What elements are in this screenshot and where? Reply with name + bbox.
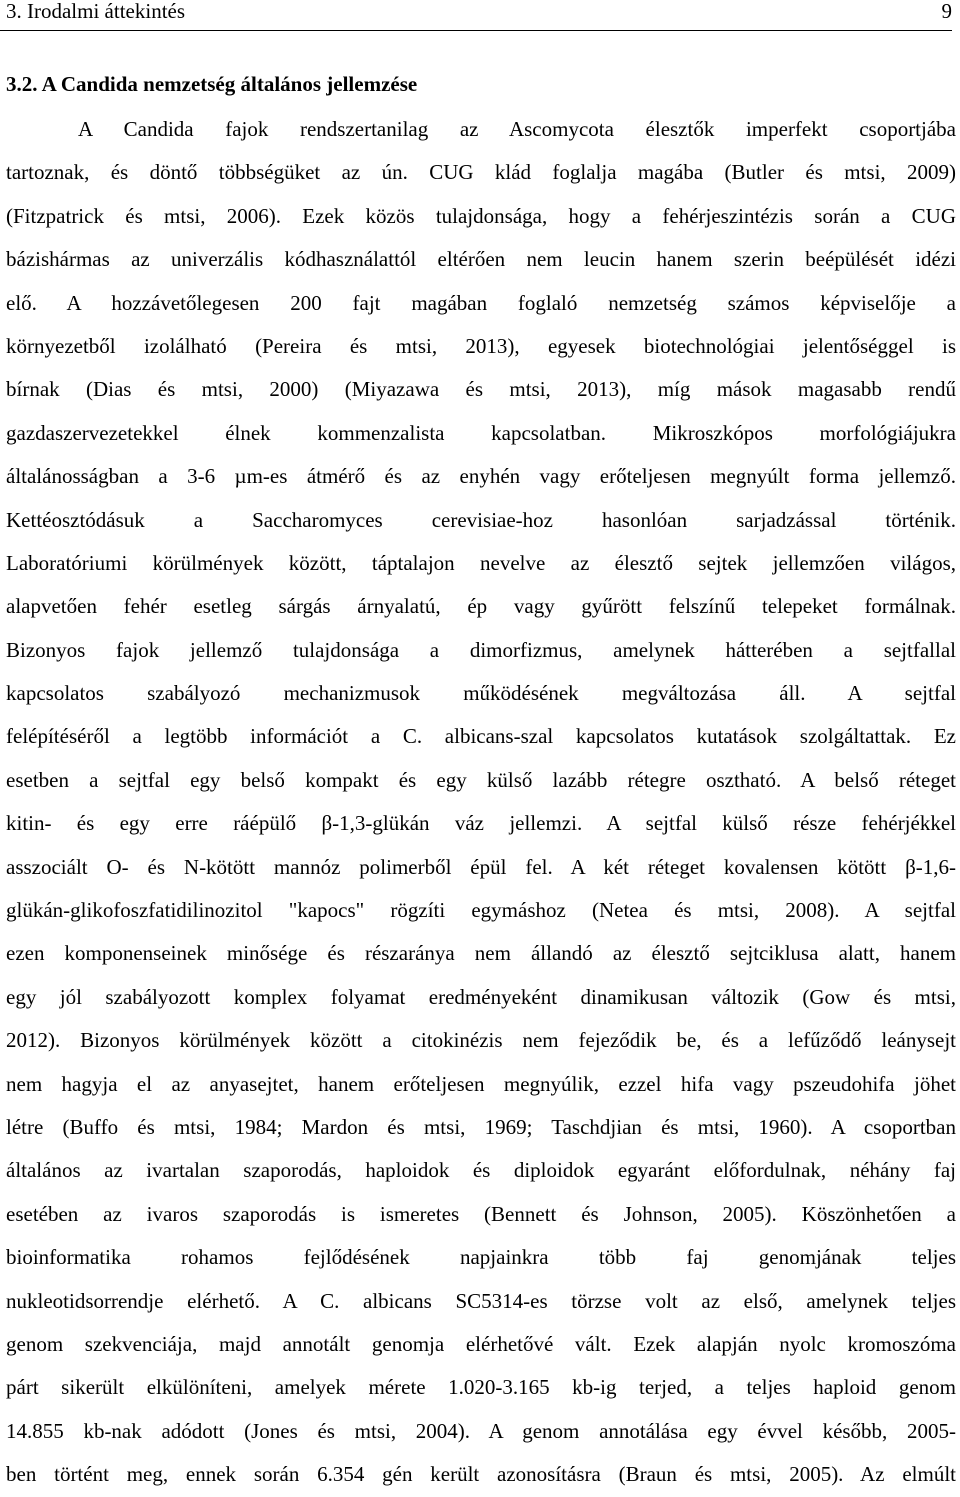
body-paragraph [6,108,956,1497]
paragraph-line: 14.855 kb-nak adódott (Jones és mtsi, 2004). A genom annotálása egy évvel később, 2005- [6,1418,956,1443]
paragraph-line: környezetből izolálható (Pereira és mtsi, 2013), egyesek biotechnológiai jelentőséggel is [6,333,956,358]
paragraph-line: egy jól szabályozott komplex folyamat eredményeként dinamikusan változik (Gow és mtsi, [6,984,956,1009]
running-header [0,0,952,31]
chapter-title: 3. Irodalmi áttekintés [6,0,186,23]
paragraph-line: Bizonyos fajok jellemző tulajdonsága a dimorfizmus, amelynek hátterében a sejtfallal [6,637,956,662]
paragraph-line: A Candida fajok rendszertanilag az Ascomycota élesztők imperfekt csoportjába [78,117,956,141]
paragraph-line: párt sikerült elkülöníteni, amelyek mérete 1.020-3.165 kb-ig terjed, a teljes haploid genom [6,1375,956,1400]
section-heading: 3.2. A Candida nemzetség általános jellemzése [6,72,418,96]
paragraph-line: létre (Buffo és mtsi, 1984; Mardon és mtsi, 1969; Taschdjian és mtsi, 1960). A csoportban [6,1114,956,1139]
paragraph-line: elő. A hozzávetőlegesen 200 fajt magában foglaló nemzetség számos képviselője a [6,290,956,315]
paragraph-line: általános az ivartalan szaporodás, haploidok és diploidok egyaránt előfordulnak, néhány faj [6,1158,956,1183]
paragraph-line: Kettéosztódásuk a Saccharomyces cerevisiae-hoz hasonlóan sarjadzással történik. [6,507,956,532]
paragraph-line: esetben a sejtfal egy belső kompakt és egy külső lazább rétegre osztható. A belső réteget [6,767,956,792]
paragraph-line: tartoznak, és döntő többségüket az ún. CUG klád foglalja magába (Butler és mtsi, 2009) [6,160,956,185]
paragraph-line: genom szekvenciája, majd annotált genomja elérhetővé vált. Ezek alapján nyolc kromoszóma [6,1331,956,1356]
paragraph-line: 2012). Bizonyos körülmények között a citokinézis nem fejeződik be, és a lefűződő leánysejt [6,1028,956,1053]
paragraph-line: nem hagyja el az anyasejtet, hanem erőteljesen megnyúlik, ezzel hifa vagy pszeudohifa jöhet [6,1071,956,1096]
paragraph-line: általánosságban a 3-6 µm-es átmérő és az enyhén vagy erőteljesen megnyúlt forma jellemző. [6,464,956,489]
paragraph-line: bázishármas az univerzális kódhasználattól eltérően nem leucin hanem szerin beépülését idézi [6,247,956,272]
paragraph-line: (Fitzpatrick és mtsi, 2006). Ezek közös tulajdonsága, hogy a fehérjeszintézis során a CUG [6,203,956,228]
paragraph-line: felépítéséről a legtöbb információt a C. albicans-szal kapcsolatos kutatások szolgáltattak. Ez [6,724,956,749]
paragraph-line: esetében az ivaros szaporodás is ismeretes (Bennett és Johnson, 2005). Köszönhetően a [6,1201,956,1226]
paragraph-line: gazdaszervezetekkel élnek kommenzalista kapcsolatban. Mikroszkópos morfológiájukra [6,420,956,445]
paragraph-line: bioinformatika rohamos fejlődésének napjainkra több faj genomjának teljes [6,1245,956,1270]
paragraph-line: kapcsolatos szabályozó mechanizmusok működésének megváltozása áll. A sejtfal [6,681,956,706]
paragraph-line: asszociált O- és N-kötött mannóz polimerből épül fel. A két réteget kovalensen kötött β-1,6- [6,854,956,879]
paragraph-line: nukleotidsorrendje elérhető. A C. albicans SC5314-es törzse volt az első, amelynek teljes [6,1288,956,1313]
paragraph-line: Laboratóriumi körülmények között, táptalajon nevelve az élesztő sejtek jellemzően világos, [6,550,956,575]
paragraph-line: kitin- és egy erre ráépülő β-1,3-glükán váz jellemzi. A sejtfal külső része fehérjékkel [6,811,956,836]
paragraph-line: alapvetően fehér esetleg sárgás árnyalatú, ép vagy gyűrött felszínű telepeket formálnak. [6,594,956,619]
paragraph-line: ezen komponenseinek minősége és részaránya nem állandó az élesztő sejtciklusa alatt, hanem [6,941,956,966]
paragraph-line: bírnak (Dias és mtsi, 2000) (Miyazawa és mtsi, 2013), míg mások magasabb rendű [6,377,956,402]
page-number: 9 [941,0,952,23]
paragraph-line: ben történt meg, ennek során 6.354 gén került azonosításra (Braun és mtsi, 2005). Az elmúlt [6,1462,956,1487]
paragraph-line: glükán-glikofoszfatidilinozitol "kapocs" rögzíti egymáshoz (Netea és mtsi, 2008). A sejtfal [6,898,956,923]
